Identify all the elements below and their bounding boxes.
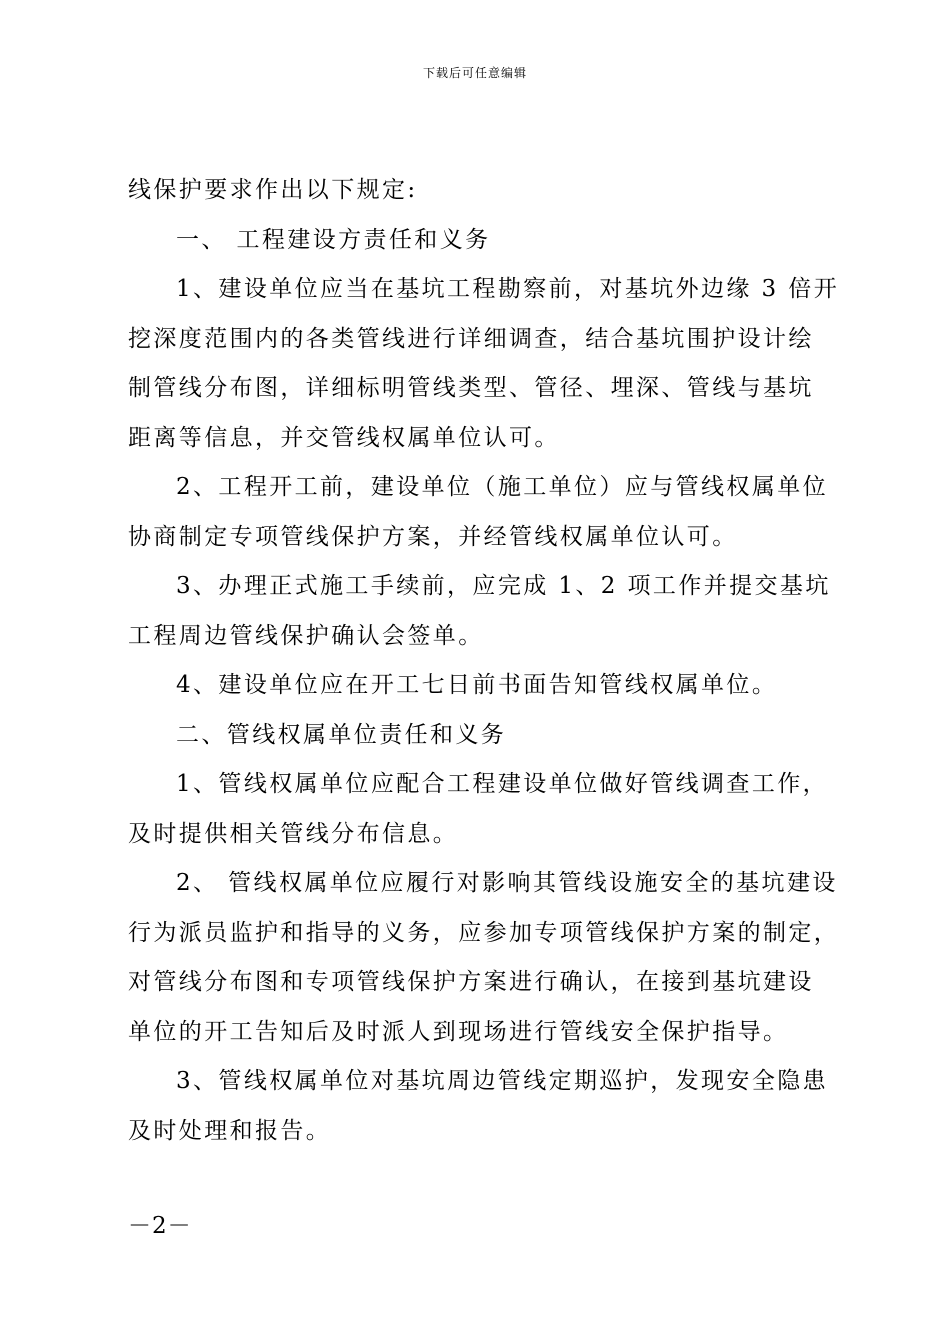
paragraph-line: 1、管线权属单位应配合工程建设单位做好管线调查工作， bbox=[176, 771, 829, 797]
paragraph-line: 行为派员监护和指导的义务，应参加专项管线保护方案的制定， bbox=[128, 919, 840, 946]
paragraph-line: 2、 管线权属单位应履行对影响其管线设施安全的基坑建设 bbox=[176, 870, 838, 896]
paragraph-line: 4、建设单位应在开工七日前书面告知管线权属单位。 bbox=[176, 672, 778, 698]
paragraph-line: 2、工程开工前，建设单位（施工单位）应与管线权属单位 bbox=[176, 474, 829, 500]
paragraph-line: 距离等信息，并交管线权属单位认可。 bbox=[128, 424, 560, 451]
paragraph-line: 3、管线权属单位对基坑周边管线定期巡护，发现安全隐患 bbox=[176, 1068, 829, 1094]
page-number: －2－ bbox=[128, 1213, 192, 1239]
page-header: 下载后可任意编辑 bbox=[422, 66, 527, 80]
paragraph-line: 对管线分布图和专项管线保护方案进行确认，在接到基坑建设 bbox=[128, 969, 814, 995]
section-heading: 二、管线权属单位责任和义务 bbox=[176, 721, 507, 748]
paragraph-line: 工程周边管线保护确认会签单。 bbox=[128, 622, 484, 649]
section-heading: 一、 工程建设方责任和义务 bbox=[176, 226, 491, 253]
paragraph-line: 协商制定专项管线保护方案，并经管线权属单位认可。 bbox=[128, 523, 738, 550]
paragraph-line: 挖深度范围内的各类管线进行详细调查，结合基坑围护设计绘 bbox=[128, 325, 814, 352]
document-body bbox=[128, 166, 840, 1156]
paragraph-line: 及时提供相关管线分布信息。 bbox=[128, 820, 459, 847]
paragraph-line: 3、办理正式施工手续前，应完成 1、2 项工作并提交基坑 bbox=[176, 573, 831, 599]
paragraph-line: 及时处理和报告。 bbox=[128, 1117, 332, 1144]
paragraph-line: 线保护要求作出以下规定: bbox=[128, 177, 418, 203]
paragraph-line: 1、建设单位应当在基坑工程勘察前，对基坑外边缘 3 倍开 bbox=[176, 276, 840, 302]
paragraph-line: 制管线分布图，详细标明管线类型、管径、埋深、管线与基坑 bbox=[128, 375, 814, 401]
paragraph-line: 单位的开工告知后及时派人到现场进行管线安全保护指导。 bbox=[128, 1018, 789, 1045]
